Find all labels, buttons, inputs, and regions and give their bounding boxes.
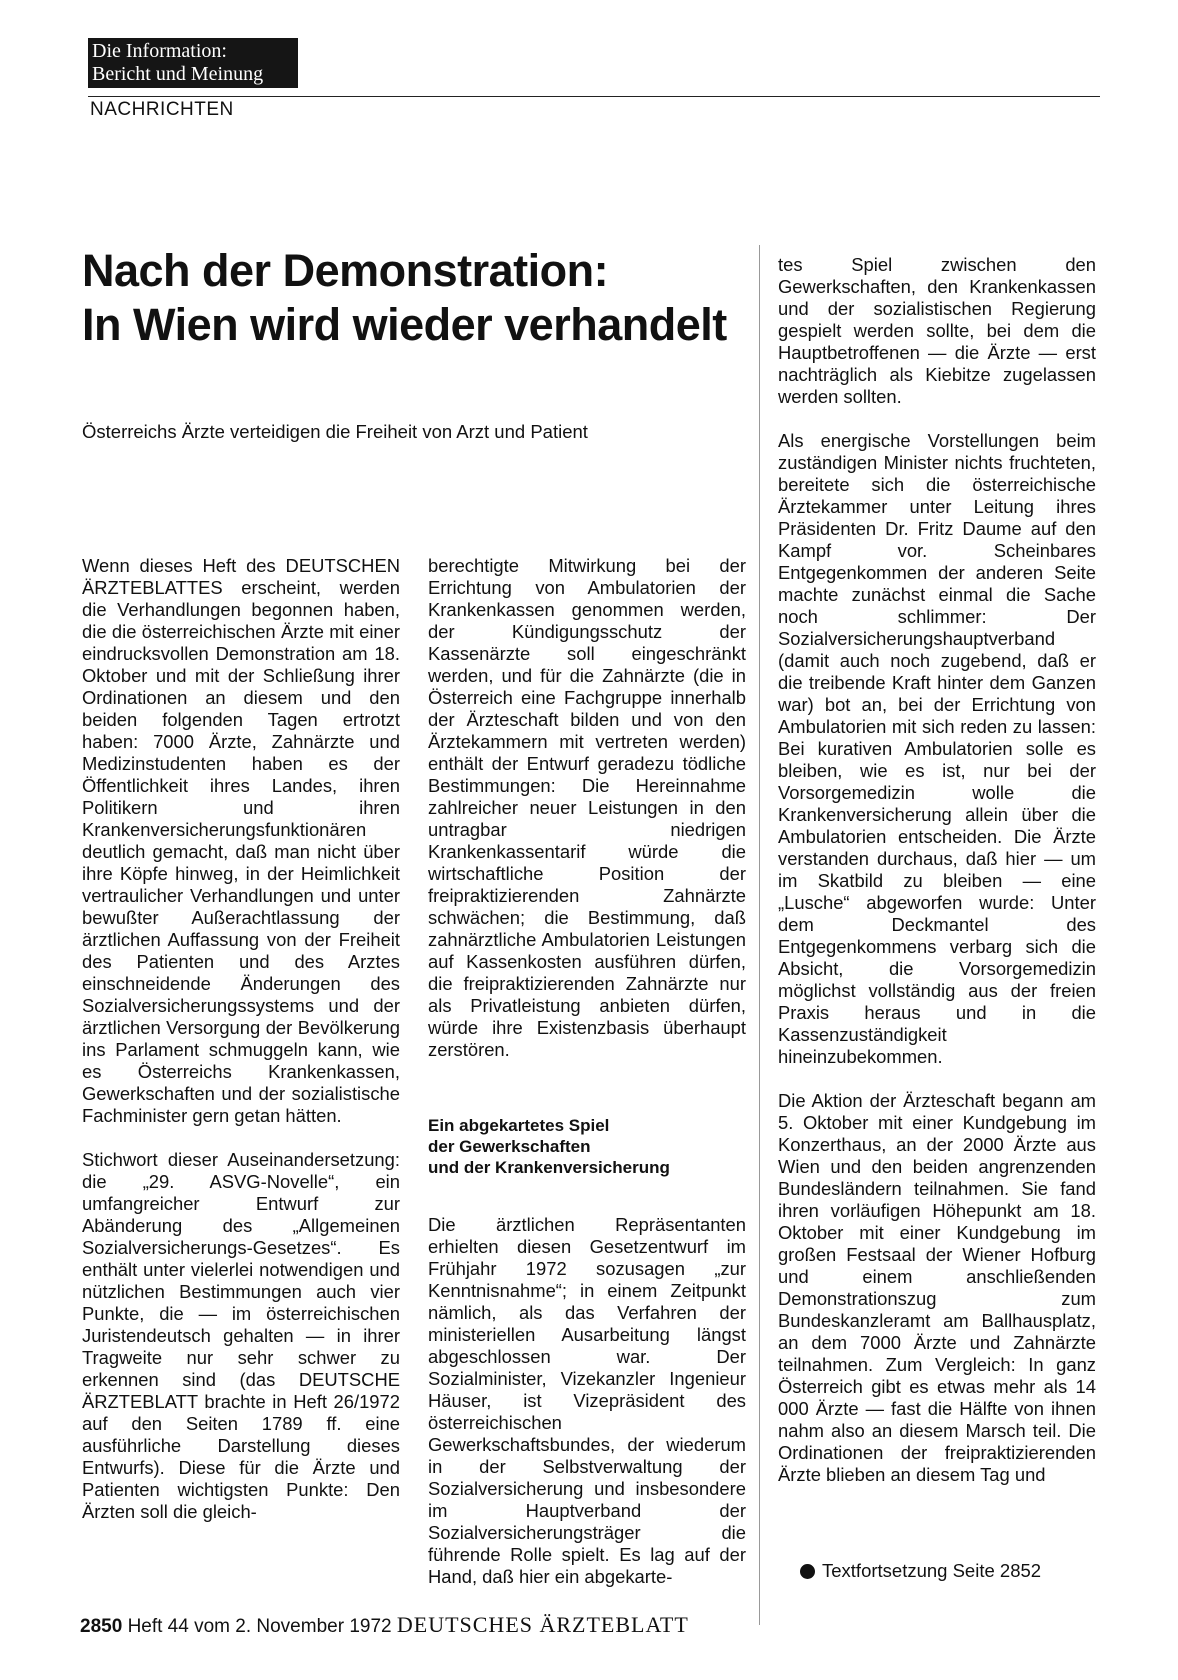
paragraph: Die ärztlichen Repräsentanten erhielten diesen Gesetzentwurf im Frühjahr 1972 sozusagen „zur Kenntnisnahme“; in einem Zeitpunkt nämlich, als das Verfahren der ministeriellen Ausarbeitung längst abgeschlossen war. Der Sozialminister, Vizekanzler Ingenieur Häuser, ist Vizepräsident des österreichischen Gewerkschaftsbundes, der wiederum in der Selbstverwaltung der Sozialversicherung und insbesondere im Hauptverband der Sozialversicherungsträger die führende Rolle spielt. Es lag auf der Hand, daß hier ein abgekarte- (428, 1214, 746, 1587)
paragraph: Wenn dieses Heft des DEUTSCHEN ÄRZTEBLATTES erscheint, werden die Verhandlungen begonnen haben, die die österreichischen Ärzte mit einer eindrucksvollen Demonstration am 18. Oktober und mit der Schließung ihrer Ordinationen an diesem und den beiden folgenden Tagen ertrotzt haben: 7000 Ärzte, Zahnärzte und Medizinstudenten haben es der Öffentlichkeit ihres Landes, ihren Politikern und ihren Krankenversicherungsfunktionären deutlich gemacht, daß man nicht über ihre Köpfe hinweg, in der Heimlichkeit vertraulicher Verhandlungen und unter bewußter Außerachtlassung der ärztlichen Auffassung von der Freiheit des Patienten und des Arztes einschneidende Änderungen des Sozialversicherungssystems und der ärztlichen Versorgung der Bevölkerung ins Parlament schmuggeln kann, wie es Österreichs Krankenkassen, Gewerkschaften und der sozialistische Fachminister gern getan hätten. (82, 555, 400, 1126)
subheading (428, 1115, 746, 1178)
title-line-1: Nach der Demonstration: (82, 245, 609, 296)
column-2 (428, 555, 746, 1588)
paragraph: Die Aktion der Ärzteschaft begann am 5. Oktober mit einer Kundgebung im Konzerthaus, an der 2000 Ärzte aus Wien und den beiden angrenzenden Bundesländern teilnahmen. Sie fand ihren vorläufigen Höhepunkt am 18. Oktober mit einer Kundgebung im großen Festsaal der Wiener Hofburg und einem anschließenden Demonstrationszug zum Bundeskanzleramt am Ballhausplatz, an dem 7000 Ärzte und Zahnärzte teilnahmen. Zum Vergleich: In ganz Österreich gibt es etwas mehr als 14 000 Ärzte — fast die Hälfte von ihnen nahm also an diesem Marsch teil. Die Ordinationen der freipraktizierenden Ärzte blieben an diesem Tag und (778, 1090, 1096, 1485)
paragraph: tes Spiel zwischen den Gewerkschaften, den Krankenkassen und der sozialistischen Regierung gespielt werden sollte, bei dem die Hauptbetroffenen — die Ärzte — erst nachträglich als Kiebitze zugelassen werden sollten. (778, 254, 1096, 407)
subheading-line: der Gewerkschaften (428, 1137, 591, 1156)
rubric-line-1: Die Information: (92, 40, 227, 62)
issue-info: Heft 44 vom 2. November 1972 (127, 1616, 392, 1637)
section-label: NACHRICHTEN (90, 99, 234, 120)
subheading-line: Ein abgekartetes Spiel (428, 1116, 610, 1135)
page-footer (80, 1612, 689, 1638)
column-1 (82, 555, 400, 1523)
page-number: 2850 (80, 1616, 123, 1637)
header-rule (88, 96, 1100, 97)
continuation-note: Textfortsetzung Seite 2852 (822, 1560, 1042, 1581)
subheading-line: und der Krankenversicherung (428, 1158, 670, 1177)
rubric-box (88, 38, 298, 88)
title-line-2: In Wien wird wieder verhandelt (82, 299, 727, 350)
paragraph: berechtigte Mitwirkung bei der Errichtung von Ambulatorien der Krankenkassen genommen werden, der Kündigungsschutz der Kassenärzte soll eingeschränkt werden, und für die Zahnärzte (die in Österreich eine Fachgruppe innerhalb der Ärzteschaft bilden und von den Ärztekammern mit vertreten werden) enthält der Entwurf geradezu tödliche Bestimmungen: Die Hereinnahme zahlreicher neuer Leistungen in den untragbar niedrigen Krankenkassentarif würde die wirtschaftliche Position der freipraktizierenden Zahnärzte schwächen; die Bestimmung, daß zahnärztliche Ambulatorien Leistungen auf Kassenkosten ausführen dürfen, die freipraktizierenden Zahnärzte nur als Privatleistung anbieten dürfen, würde ihre Existenzbasis überhaupt zerstören. (428, 555, 746, 1060)
paragraph: Stichwort dieser Auseinandersetzung: die „29. ASVG-Novelle“, ein umfangreicher Entwurf zur Abänderung des „Allgemeinen Sozialversicherungs-Gesetzes“. Es enthält unter vielerlei notwendigen und nützlichen Bestimmungen auch vier Punkte, die — im österreichischen Juristendeutsch gehalten — in ihrer Tragweite nur sehr schwer zu erkennen sind (das DEUTSCHE ÄRZTEBLATT brachte in Heft 26/1972 auf den Seiten 1789 ff. eine ausführliche Darstellung dieses Entwurfs). Diese für die Ärzte und Patienten wichtigsten Punkte: Den Ärzten soll die gleich- (82, 1149, 400, 1522)
bullet-icon (800, 1564, 815, 1579)
column-3 (778, 254, 1096, 1486)
paragraph: Als energische Vorstellungen beim zuständigen Minister nichts fruchteten, bereitete sich die österreichische Ärztekammer unter Leitung ihres Präsidenten Dr. Fritz Daume auf den Kampf vor. Scheinbares Entgegenkommen der anderen Seite machte zunächst einmal die Sache noch schlimmer: Der Sozialversicherungshauptverband (damit auch noch zugebend, daß er die treibende Kraft hinter dem Ganzen war) bot an, bei der Errichtung von Ambulatorien mit sich reden zu lassen: Bei kurativen Ambulatorien solle es bleiben, wie es ist, nur bei der Vorsorgemedizin wolle die Krankenversicherung allein über die Ambulatorien entscheiden. Die Ärzte verstanden durchaus, daß hier — um im Skatbild zu bleiben — eine „Lusche“ abgeworfen wurde: Unter dem Deckmantel des Entgegenkommens verbarg sich die Absicht, die Vorsorgemedizin möglichst vollständig aus der freien Praxis heraus und in die Kassenzuständigkeit hineinzubekommen. (778, 430, 1096, 1067)
column-divider (759, 245, 760, 1625)
article-subtitle: Österreichs Ärzte verteidigen die Freiheit von Arzt und Patient (82, 421, 588, 442)
rubric-line-2: Bericht und Meinung (92, 63, 264, 85)
article-title (82, 244, 762, 352)
magazine-name: DEUTSCHES ÄRZTEBLATT (396, 1612, 689, 1637)
